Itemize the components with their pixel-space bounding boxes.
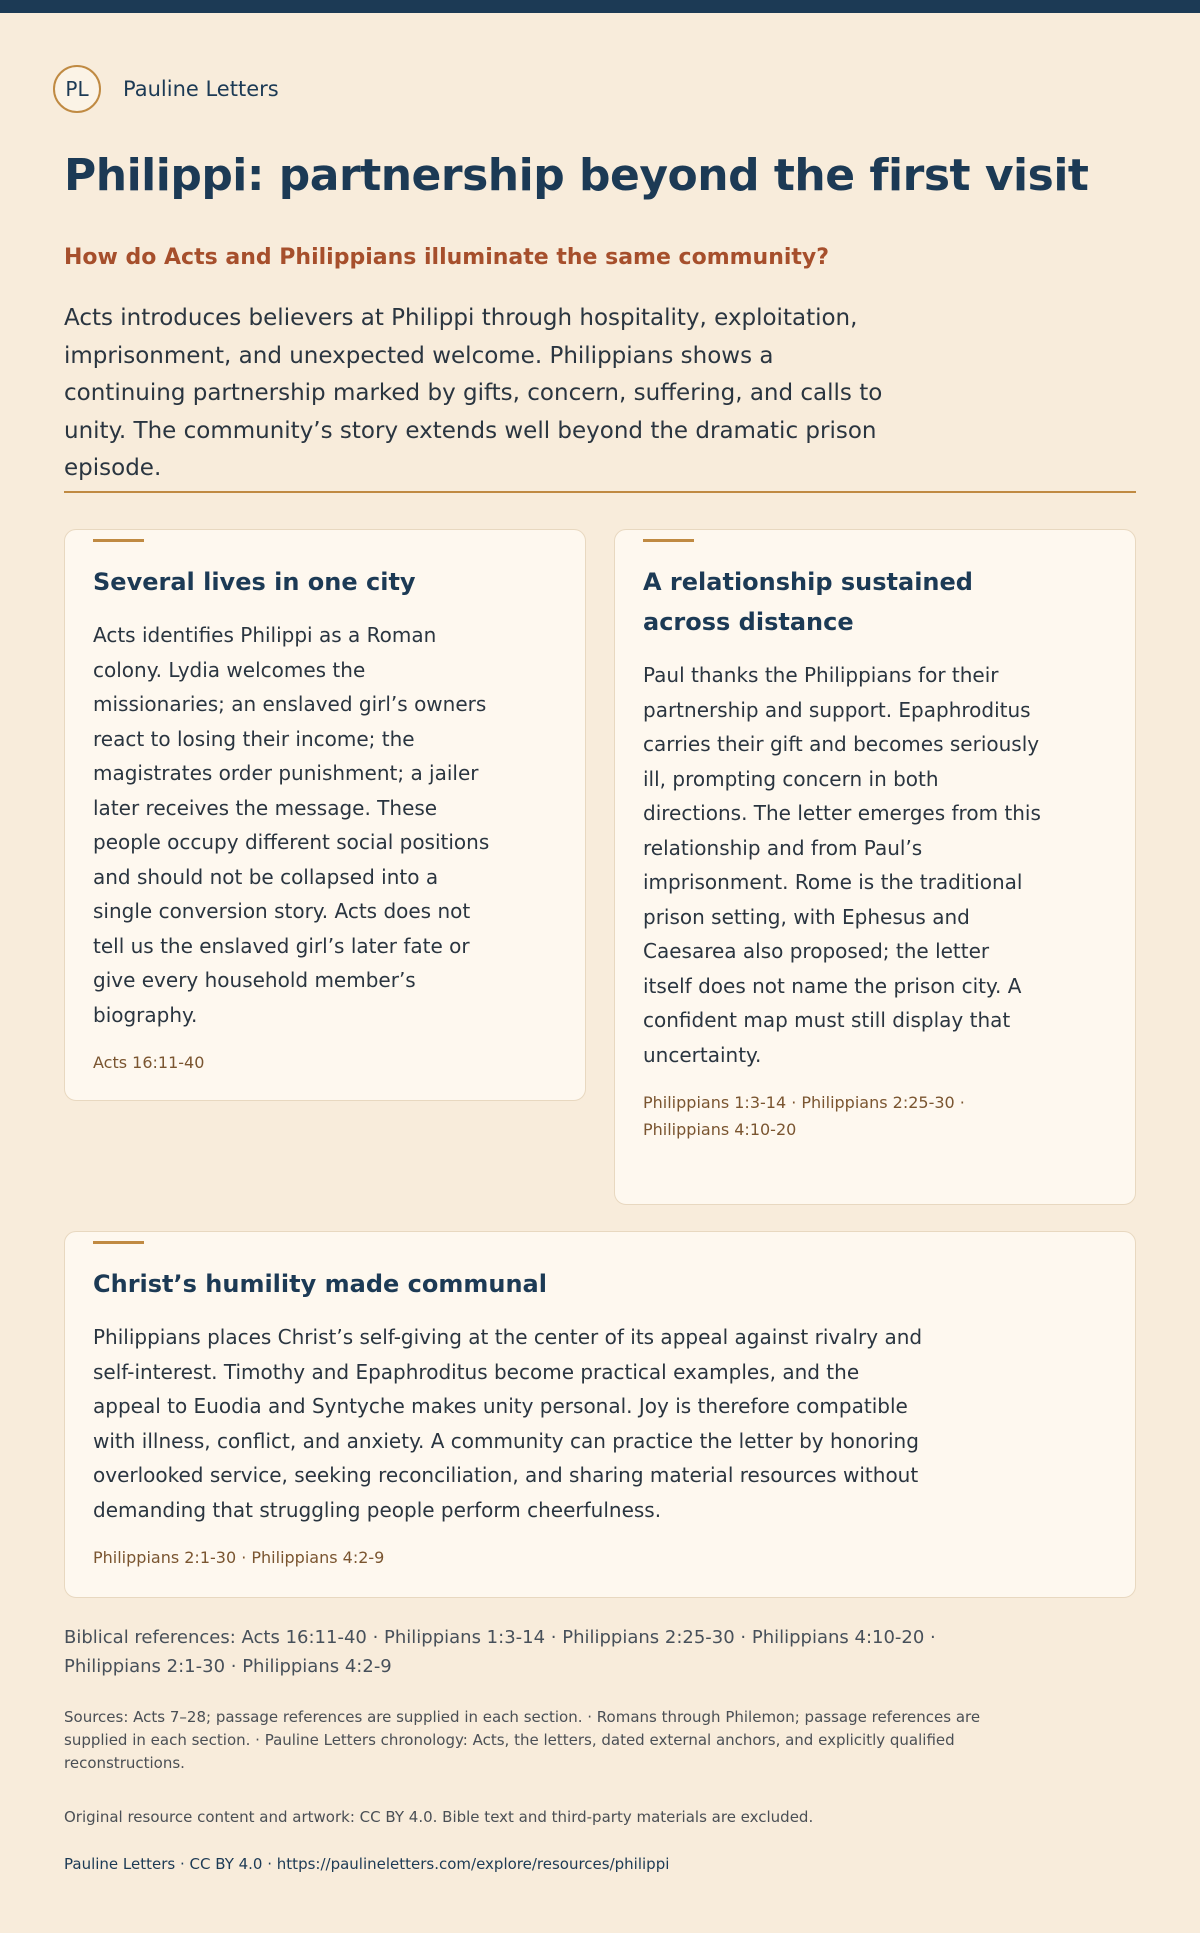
brand-logo: PL	[53, 65, 101, 113]
brand-name: Pauline Letters	[123, 77, 279, 101]
biblical-references: Biblical references: Acts 16:11-40 · Philippians 1:3-14 · Philippians 2:25-30 · Philippians 4:10-20 · Philippians 2:1-30 · Philippians 4:2-9	[64, 1627, 936, 1677]
license-note: Original resource content and artwork: CC BY 4.0. Bible text and third-party materials are excluded.	[64, 1808, 814, 1826]
sources-note: Sources: Acts 7–28; passage references are supplied in each section. · Romans through Philemon; passage references are supplied in each section. · Pauline Letters chronology: Acts, the letters, dated external anchors, and explicitly qualified reconstructions.	[64, 1708, 981, 1772]
page-question: How do Acts and Philippians illuminate the same community?	[64, 245, 830, 270]
card-christ-humility	[64, 1231, 1136, 1598]
card-accent-line	[643, 539, 694, 542]
card-references: Philippians 1:3-14 · Philippians 2:25-30 · Philippians 4:10-20	[643, 1093, 965, 1139]
card-heading: Christ’s humility made communal	[93, 1270, 547, 1298]
card-relationship	[614, 529, 1136, 1205]
card-accent-line	[93, 539, 144, 542]
card-references: Acts 16:11-40	[93, 1053, 205, 1072]
credit-line	[64, 1853, 669, 1876]
card-heading: Several lives in one city	[93, 568, 416, 596]
card-body: Philippians places Christ’s self-giving at the center of its appeal against rivalry and self-interest. Timothy and Epaphroditus become practical examples, and the appeal to Euodia and Syntyche makes unity personal. Joy is therefore compatible with illness, conflict, and anxiety. A community can practice the letter by honoring overlooked service, seeking reconciliation, and sharing material resources without demanding that struggling people perform cheerfulness.	[93, 1325, 923, 1522]
page-title: Philippi: partnership beyond the first visit	[64, 150, 1089, 201]
top-bar	[0, 0, 1200, 13]
card-several-lives	[64, 529, 586, 1101]
section-divider	[64, 491, 1136, 493]
card-body: Paul thanks the Philippians for their partnership and support. Epaphroditus carries their gift and becomes seriously ill, prompting concern in both directions. The letter emerges from this relationship and from Paul’s imprisonment. Rome is the traditional prison setting, with Ephesus and Caesarea also proposed; the letter itself does not name the prison city. A confident map must still display that uncertainty.	[643, 663, 1041, 1067]
credit-prefix: Pauline Letters · CC BY 4.0 ·	[64, 1855, 277, 1873]
card-body: Acts identifies Philippi as a Roman colony. Lydia welcomes the missionaries; an enslaved girl’s owners react to losing their income; the magistrates order punishment; a jailer later receives the message. These people occupy different social positions and should not be collapsed into a single conversion story. Acts does not tell us the enslaved girl’s later fate or give every household member’s biography.	[93, 623, 490, 1027]
card-heading: A relationship sustained across distance	[643, 568, 973, 636]
intro-paragraph: Acts introduces believers at Philippi through hospitality, exploitation, imprisonment, and unexpected welcome. Philippians shows a continuing partnership marked by gifts, concern, suffering, and calls to unity. The community’s story extends well beyond the dramatic prison episode.	[64, 305, 883, 481]
brand[interactable]	[53, 65, 279, 113]
card-accent-line	[93, 1241, 144, 1244]
card-references: Philippians 2:1-30 · Philippians 4:2-9	[93, 1548, 385, 1567]
credit-link[interactable]: https://paulineletters.com/explore/resources/philippi	[276, 1855, 670, 1873]
